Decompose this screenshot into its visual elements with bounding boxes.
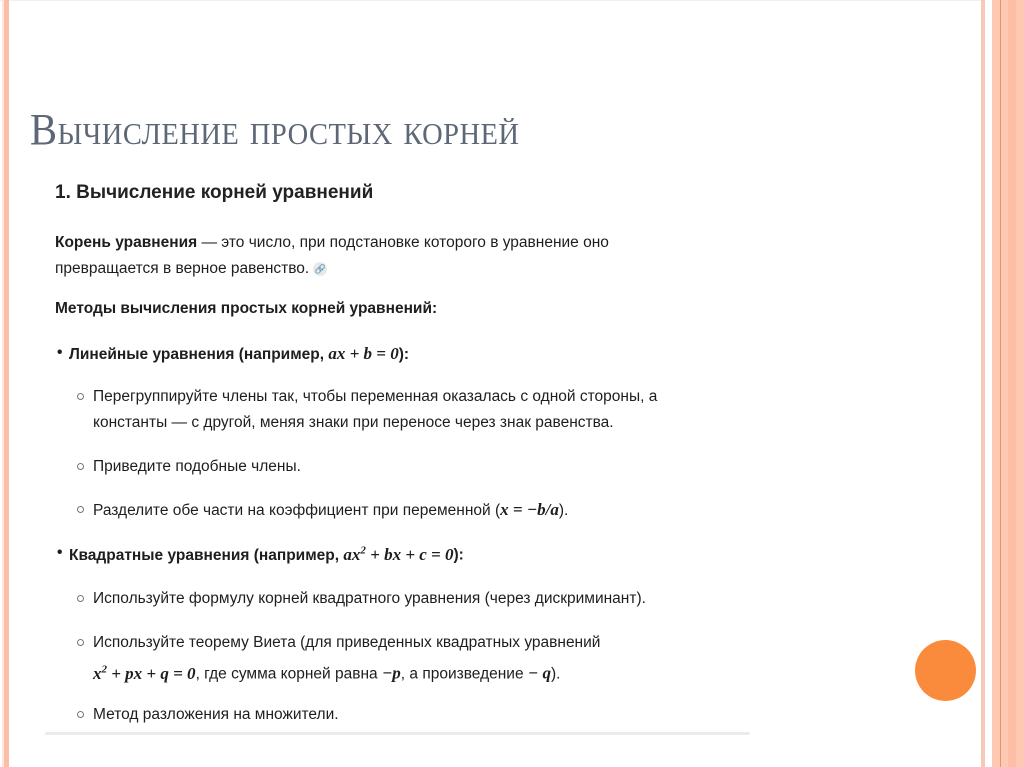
circle-bullet-icon [77,595,84,602]
definition-text-2: превращается в верное равенство. [55,260,310,277]
bullet-quadratic: • Квадратные уравнения (например, $ax^2$ + bx + c = 0): [57,544,464,565]
top-rule [0,0,981,1]
definition-paragraph [55,230,609,282]
list-item: Перегруппируйте члены так, чтобы переменная оказалась с одной стороны, а константы — с другой, меняя знаки при переносе через знак равенства. [77,384,657,436]
formula-quadratic: $ax^2$ + bx + c = 0 [343,544,454,564]
list-item: Используйте теорему Виета (для приведенных квадратных уравнений $x^2$ + px + q = 0, где сумма корней равна −p, а произведение − q). [77,630,600,688]
circle-bullet-icon [77,463,84,470]
circle-bullet-icon [77,711,84,718]
formula-x: x = −b/a [500,500,559,519]
definition-text-1: — это число, при подстановке которого в уравнение оно [197,234,609,251]
link-icon[interactable]: 🔗 [314,263,326,274]
right-decor-line [1000,0,1001,767]
circle-bullet-icon [77,506,84,513]
definition-term: Корень уравнения [55,234,198,251]
list-item: Используйте формулу корней квадратного уравнения (через дискриминант). [77,586,646,612]
document-bottom-edge [45,732,750,735]
circle-bullet-icon [77,393,84,400]
circle-bullet-icon [77,639,84,646]
slide-title: Вычисление простых корней [30,105,520,154]
left-decor-stripe [4,0,9,767]
section-heading: 1. Вычисление корней уравнений [55,182,374,203]
decor-circle [915,640,976,701]
formula-linear: ax + b = 0 [328,344,399,363]
formula-vieta: $x^2$ + px + q = 0 [93,663,196,683]
list-item: Метод разложения на множители. [77,702,339,728]
methods-heading: Методы вычисления простых корней уравнений: [55,300,438,317]
bullet-linear: • Линейные уравнения (например, ax + b = 0): [57,344,409,364]
list-item: Разделите обе части на коэффициент при переменной (x = −b/a). [77,497,568,524]
list-item: Приведите подобные члены. [77,454,301,480]
right-decor-band-inner [1008,0,1016,767]
right-decor-thin-stripe [981,0,985,767]
